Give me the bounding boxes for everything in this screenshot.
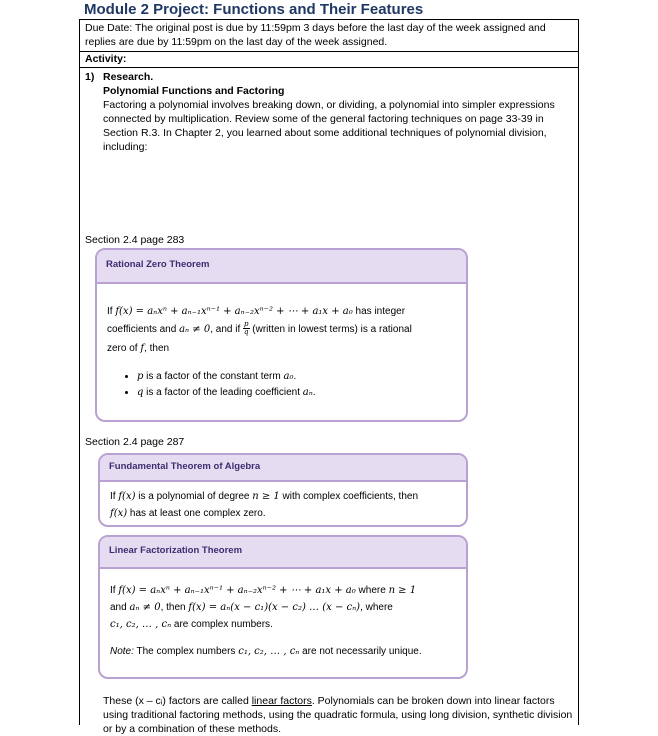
rz-line-1: [107, 303, 456, 320]
lft-factorization: f(x) = aₙ(x − c₁)(x − c₂) … (x − cₙ): [188, 601, 361, 613]
lft-line-2: [110, 599, 456, 616]
due-date: Due Date: The original post is due by 11:59pm 3 days before the last day of the week assigned and replies are due by 11:59pm on the last day of the week assigned.: [80, 20, 578, 52]
rz-line3-post: , then: [144, 342, 170, 354]
fraction-numerator: p: [244, 320, 249, 329]
research-label: Research.: [103, 70, 154, 83]
fta-line1-post: with complex coefficients, then: [279, 490, 418, 502]
document: [79, 0, 579, 735]
rz-line1-pre: If: [107, 305, 116, 317]
fundamental-theorem-body: [100, 482, 466, 522]
lft-polynomial: f(x) = aₙxⁿ + aₙ₋₁xⁿ⁻¹ + aₙ₋₂xⁿ⁻² + ⋯ + a₁x + a₀: [118, 584, 356, 596]
rz-bullet-list: [107, 370, 456, 400]
rational-zero-theorem-title: [97, 250, 466, 284]
lft-degree: n ≥ 1: [388, 584, 417, 596]
section-label-283: Section 2.4 page 283: [85, 233, 185, 246]
activity-content: [80, 68, 578, 735]
rational-zero-theorem-box: [95, 248, 468, 422]
rz-line3-pre: zero of: [107, 342, 141, 354]
lft-note-math: c₁, c₂, … , cₙ: [238, 645, 300, 657]
footer-post: . Polynomials can be broken down into linear factors using traditional factoring methods, using the quadratic formula, using long division, synthetic division or by a combination of these methods.: [103, 694, 573, 735]
lft-c-list: c₁, c₂, … , cₙ: [110, 618, 172, 630]
rational-zero-theorem-title-text: Rational Zero Theorem: [106, 259, 210, 271]
fta-line1-mid: is a polynomial of degree: [135, 490, 253, 502]
rz-b2-math: aₙ: [302, 387, 313, 399]
assignment-table: [79, 20, 579, 735]
fta-fx-2: f(x): [110, 507, 128, 519]
rz-line-3: [107, 339, 456, 358]
fta-line-2: [110, 505, 456, 522]
rz-f: f: [140, 342, 145, 354]
rz-line2-pre: coefficients and: [107, 323, 180, 335]
fta-degree: n ≥ 1: [252, 490, 280, 502]
title-row: [79, 0, 579, 20]
fta-fx: f(x): [118, 490, 136, 502]
research-number: 1): [85, 70, 95, 83]
lft-line2-post: , where: [360, 601, 393, 613]
rz-line1-post: has integer: [352, 305, 406, 317]
lft-note-pre: The complex numbers: [133, 645, 239, 657]
lft-note-post: are not necessarily unique.: [299, 645, 422, 657]
fta-line-1: [110, 488, 456, 505]
rz-line-2: [107, 320, 456, 339]
lft-leading-nonzero: aₙ ≠ 0: [129, 601, 161, 613]
lft-line1-mid: where: [355, 584, 389, 596]
rational-zero-theorem-body: [97, 284, 466, 400]
research-paragraph: Factoring a polynomial involves breaking down, or dividing, a polynomial into simpler expressions connected by multiplication. Review some of the general factoring techniques on page 33-39 in Section R.3. In Chapter 2, you learned about some additional techniques of polynomial division, including:: [103, 98, 555, 154]
linear-factorization-theorem-box: [98, 535, 468, 679]
fundamental-theorem-title-text: Fundamental Theorem of Algebra: [109, 460, 261, 472]
rz-b2-text: is a factor of the leading coefficient: [143, 387, 303, 399]
lft-line-3: [110, 616, 456, 633]
rz-bullet-1: • p is a factor of the constant term a₀.: [137, 370, 456, 384]
rz-b1-text: is a factor of the constant term: [143, 370, 284, 382]
fraction-denominator: q: [244, 328, 249, 337]
rz-leading-nonzero: aₙ ≠ 0: [179, 323, 211, 335]
lft-line1-pre: If: [110, 584, 119, 596]
lft-line-1: [110, 582, 456, 599]
rz-b2-var: q: [137, 387, 144, 399]
linear-factorization-theorem-title-text: Linear Factorization Theorem: [109, 545, 243, 557]
lft-line2-pre: and: [110, 601, 130, 613]
section-label-287: Section 2.4 page 287: [85, 435, 185, 448]
fundamental-theorem-title: [100, 455, 466, 482]
rz-b1-var: p: [137, 370, 144, 382]
rz-b1-math: a₀: [283, 370, 294, 382]
page-title: Module 2 Project: Functions and Their Features: [84, 1, 424, 18]
linear-factorization-theorem-title: [100, 537, 466, 569]
fta-line2-post: has at least one complex zero.: [127, 507, 266, 519]
fta-line1-pre: If: [110, 490, 119, 502]
fundamental-theorem-box: [98, 453, 468, 527]
lft-note-label: Note:: [110, 645, 134, 657]
rz-bullet-2: • q is a factor of the leading coefficient aₙ.: [137, 386, 456, 400]
lft-line3-post: are complex numbers.: [171, 618, 273, 630]
linear-factorization-theorem-body: [100, 569, 466, 660]
lft-line2-mid: , then: [160, 601, 189, 613]
footer-pre: These (x – cᵢ) factors are called: [103, 694, 252, 707]
linear-factors-term: linear factors: [251, 694, 312, 707]
activity-label: Activity:: [80, 52, 578, 67]
subheading: Polynomial Functions and Factoring: [103, 84, 285, 97]
research-block: [103, 84, 573, 155]
research-heading: [85, 70, 573, 84]
rz-polynomial: f(x) = aₙxⁿ + aₙ₋₁xⁿ⁻¹ + aₙ₋₂xⁿ⁻² + ⋯ + a₁x + a₀: [115, 305, 353, 317]
rz-line2-post: (written in lowest terms) is a rational: [249, 323, 412, 335]
rz-line2-mid: , and if: [210, 323, 244, 335]
lft-note: [110, 643, 456, 660]
